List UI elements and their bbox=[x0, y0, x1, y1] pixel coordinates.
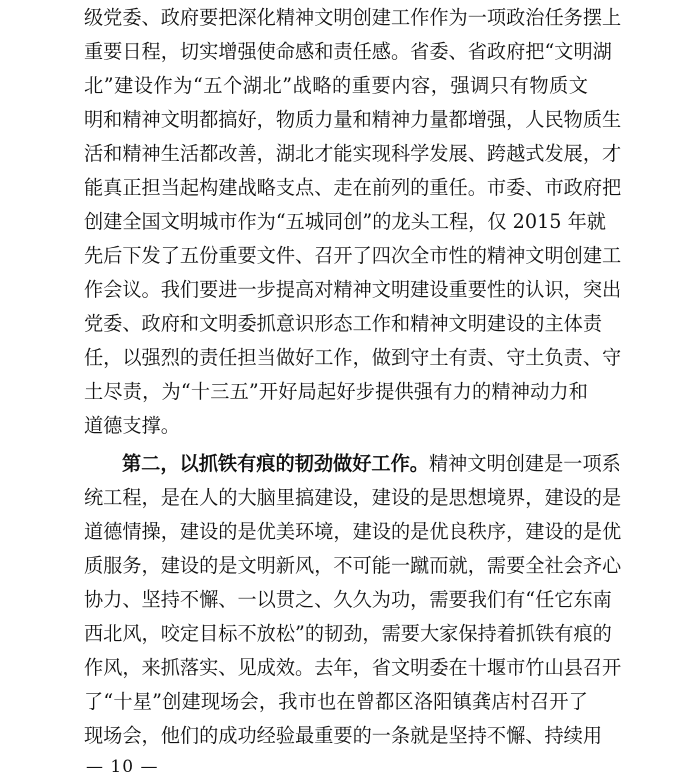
text-line: 活和精神生活都改善，湖北才能实现科学发展、跨越式发展，才 bbox=[84, 142, 622, 165]
text-line: 先后下发了五份重要文件、召开了四次全市性的精神文明创建工 bbox=[84, 244, 622, 267]
text-line: 质服务，建设的是文明新风，不可能一蹴而就，需要全社会齐心 bbox=[84, 554, 622, 577]
text-line: 能真正担当起构建战略支点、走在前列的重任。市委、市政府把 bbox=[84, 176, 622, 199]
paragraph-first-line bbox=[122, 452, 621, 476]
text-line: 任，以强烈的责任担当做好工作，做到守土有责、守土负责、守 bbox=[84, 346, 622, 369]
text-line: 创建全国文明城市作为“五城同创”的龙头工程，仅 2015 年就 bbox=[84, 210, 606, 233]
text-line: 统工程，是在人的大脑里搞建设，建设的是思想境界，建设的是 bbox=[84, 486, 622, 509]
text-line: 作会议。我们要进一步提高对精神文明建设重要性的认识，突出 bbox=[84, 278, 622, 301]
page-number: — 10 — bbox=[86, 757, 159, 777]
text-line: 党委、政府和文明委抓意识形态工作和精神文明建设的主体责 bbox=[84, 312, 603, 335]
text-line: 级党委、政府要把深化精神文明创建工作作为一项政治任务摆上 bbox=[84, 6, 622, 29]
text-line: 现场会，他们的成功经验最重要的一条就是坚持不懈、持续用 bbox=[84, 724, 603, 747]
text-line: 北”建设作为“五个湖北”战略的重要内容，强调只有物质文 bbox=[84, 74, 588, 97]
text-line: 道德支撑。 bbox=[84, 414, 180, 437]
text-line: 明和精神文明都搞好，物质力量和精神力量都增强，人民物质生 bbox=[84, 108, 622, 131]
text-line: 了“十星”创建现场会，我市也在曾都区洛阳镇龚店村召开了 bbox=[84, 690, 588, 713]
text-line: 重要日程，切实增强使命感和责任感。省委、省政府把“文明湖 bbox=[84, 40, 612, 63]
text-line: 道德情操，建设的是优美环境，建设的是优良秩序，建设的是优 bbox=[84, 520, 622, 543]
text-line: 土尽责，为“十三五”开好局起好步提供强有力的精神动力和 bbox=[84, 380, 588, 403]
text-line: 协力、坚持不懈、一以贯之、久久为功，需要我们有“任它东南 bbox=[84, 588, 612, 611]
text-line: 作风，来抓落实、见成效。去年，省文明委在十堰市竹山县召开 bbox=[84, 656, 622, 679]
paragraph-heading: 第二，以抓铁有痕的韧劲做好工作。 bbox=[122, 452, 429, 475]
paragraph-first-line-text: 精神文明创建是一项系 bbox=[429, 452, 621, 475]
text-line: 西北风，咬定目标不放松”的韧劲，需要大家保持着抓铁有痕的 bbox=[84, 622, 612, 645]
